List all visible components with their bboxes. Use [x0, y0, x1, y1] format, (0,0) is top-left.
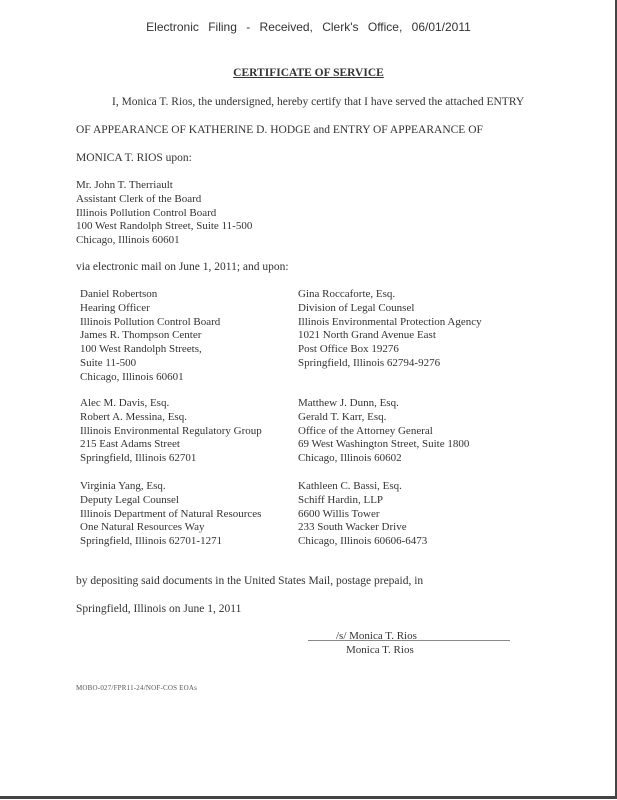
address-line: Post Office Box 19276	[298, 343, 399, 356]
address-line: Assistant Clerk of the Board	[76, 192, 202, 205]
address-line: Robert A. Messina, Esq.	[80, 410, 187, 423]
address-line: Illinois Department of Natural Resources	[80, 507, 262, 520]
address-line: Schiff Hardin, LLP	[298, 493, 384, 506]
signature-line	[308, 640, 510, 641]
address-line: Daniel Robertson	[80, 288, 158, 300]
recipient-block-left-1	[80, 288, 220, 385]
address-line: James R. Thompson Center	[80, 329, 202, 342]
address-line: 100 West Randolph Street, Suite 11-500	[76, 220, 253, 233]
signature: /s/ Monica T. Rios	[336, 630, 417, 642]
address-line: Springfield, Illinois 62701-1271	[80, 535, 223, 548]
address-line: 233 South Wacker Drive	[298, 521, 407, 534]
address-line: Illinois Environmental Protection Agency	[298, 315, 482, 328]
address-line: Illinois Pollution Control Board	[80, 315, 221, 328]
address-line: Chicago, Illinois 60601	[76, 234, 180, 247]
intro-line-2: OF APPEARANCE OF KATHERINE D. HODGE and ENTRY OF APPEARANCE OF	[76, 124, 483, 136]
intro-line-3: MONICA T. RIOS upon:	[76, 152, 192, 164]
recipient-block-right-3	[298, 480, 427, 549]
service-method-line: via electronic mail on June 1, 2011; and upon:	[76, 261, 289, 273]
address-line: Springfield, Illinois 62701	[80, 452, 197, 465]
address-line: One Natural Resources Way	[80, 521, 205, 534]
address-line: Virginia Yang, Esq.	[80, 480, 166, 492]
recipient-block-left-3	[80, 480, 261, 549]
address-line: 1021 North Grand Avenue East	[298, 329, 436, 342]
address-line: Alec M. Davis, Esq.	[80, 397, 170, 409]
address-line: Illinois Pollution Control Board	[76, 206, 217, 219]
primary-recipient-block	[76, 179, 252, 248]
recipient-block-left-2	[80, 397, 262, 466]
address-line: Suite 11-500	[80, 356, 137, 369]
address-line: 215 East Adams Street	[80, 438, 180, 451]
address-line: Chicago, Illinois 60601	[80, 370, 184, 383]
filing-header: Electronic Filing - Received, Clerk's Office, 06/01/2011	[146, 20, 471, 34]
address-line: Division of Legal Counsel	[298, 301, 415, 314]
address-line: Hearing Officer	[80, 301, 150, 314]
address-line: Chicago, Illinois 60602	[298, 452, 402, 465]
intro-line-1: I, Monica T. Rios, the undersigned, hereby certify that I have served the attached ENTRY	[112, 96, 525, 108]
closing-line-1: by depositing said documents in the United States Mail, postage prepaid, in	[76, 575, 424, 587]
address-line: Office of the Attorney General	[298, 424, 433, 437]
address-line: Gerald T. Karr, Esq.	[298, 410, 387, 423]
address-line: Illinois Environmental Regulatory Group	[80, 424, 262, 437]
signatory-name: Monica T. Rios	[346, 644, 414, 656]
address-line: Mr. John T. Therriault	[76, 179, 173, 191]
address-line: Kathleen C. Bassi, Esq.	[298, 480, 402, 492]
address-line: Deputy Legal Counsel	[80, 493, 179, 506]
certificate-title: CERTIFICATE OF SERVICE	[233, 67, 384, 79]
closing-line-2: Springfield, Illinois on June 1, 2011	[76, 603, 242, 615]
address-line: Gina Roccaforte, Esq.	[298, 288, 396, 300]
address-line: 69 West Washington Street, Suite 1800	[298, 438, 470, 451]
address-line: 6600 Willis Tower	[298, 507, 380, 520]
recipient-block-right-2	[298, 397, 469, 466]
address-line: Springfield, Illinois 62794-9276	[298, 356, 441, 369]
address-line: Matthew J. Dunn, Esq.	[298, 397, 399, 409]
document-code: MOBO-027/FPR11-24/NOF-COS EOAs	[76, 684, 198, 692]
address-line: Chicago, Illinois 60606-6473	[298, 535, 428, 548]
recipient-block-right-1	[298, 288, 482, 371]
address-line: 100 West Randolph Streets,	[80, 343, 202, 356]
